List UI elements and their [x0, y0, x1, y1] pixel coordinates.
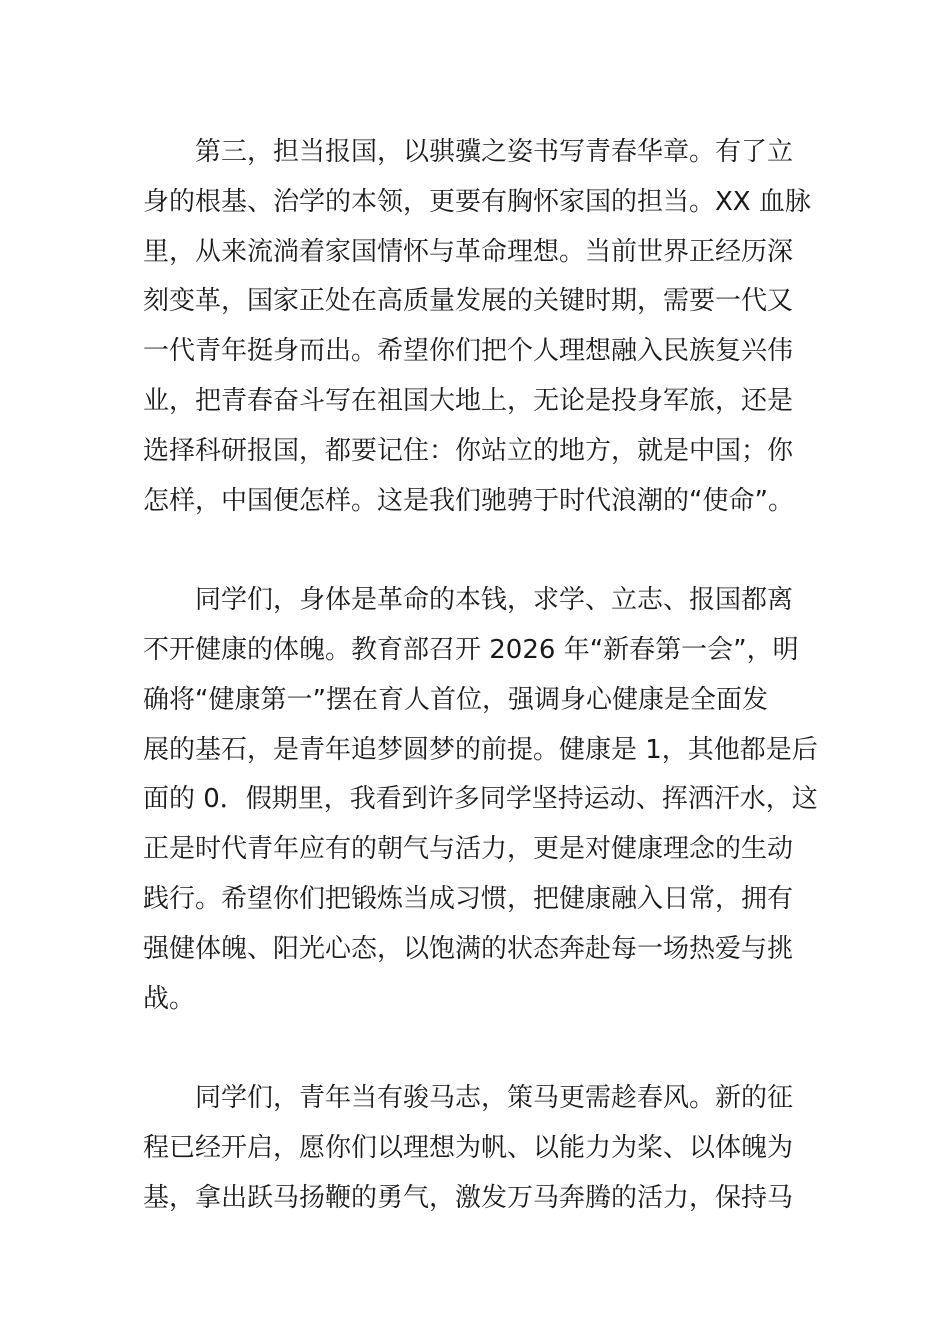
paragraph-line: 一代青年挺身而出。希望你们把个人理想融入民族复兴伟 [143, 336, 794, 367]
paragraph-line: 怎样，中国便怎样。这是我们驰骋于时代浪潮的“使命”。 [143, 485, 794, 516]
paragraph-line: 身的根基、治学的本领，更要有胸怀家国的担当。XX 血脉 [143, 186, 811, 217]
paragraph-line: 正是时代青年应有的朝气与活力，更是对健康理念的生动 [143, 834, 794, 865]
paragraph-line: 程已经开启，愿你们以理想为帆、以能力为桨、以体魄为 [143, 1132, 794, 1163]
paragraph-line: 不开健康的体魄。教育部召开 2026 年“新春第一会”，明 [143, 634, 799, 665]
paragraph-line: 同学们，身体是革命的本钱，求学、立志、报国都离 [195, 585, 794, 616]
paragraph-line: 刻变革，国家正处在高质量发展的关键时期，需要一代又 [143, 286, 794, 317]
paragraph-line: 战。 [143, 983, 196, 1014]
paragraph-line: 面的 0．假期里，我看到许多同学坚持运动、挥洒汗水，这 [143, 784, 818, 815]
paragraph-line: 第三，担当报国，以骐骥之姿书写青春华章。有了立 [195, 137, 794, 167]
paragraph-line: 基，拿出跃马扬鞭的勇气，激发万马奔腾的活力，保持马 [143, 1182, 794, 1213]
paragraph-line: 强健体魄、阳光心态，以饱满的状态奔赴每一场热爱与挑 [143, 933, 794, 964]
paragraph-line: 践行。希望你们把锻炼当成习惯，把健康融入日常，拥有 [143, 883, 794, 914]
paragraph-line: 里，从来流淌着家国情怀与革命理想。当前世界正经历深 [143, 236, 794, 267]
paragraph-spacer [143, 526, 809, 576]
paragraph-line: 同学们，青年当有骏马志，策马更需趁春风。新的征 [195, 1083, 794, 1114]
paragraph-line: 业，把青春奋斗写在祖国大地上，无论是投身军旅，还是 [143, 385, 794, 416]
document-body [143, 128, 818, 1224]
paragraph-health [143, 576, 818, 1024]
paragraph-spacer [143, 1024, 809, 1074]
paragraph-closing [143, 1074, 809, 1223]
paragraph-duty-to-country [143, 128, 809, 526]
paragraph-line: 展的基石，是青年追梦圆梦的前提。健康是 1，其他都是后 [143, 734, 818, 765]
paragraph-line: 确将“健康第一”摆在育人首位，强调身心健康是全面发 [143, 684, 768, 715]
paragraph-line: 选择科研报国，都要记住：你站立的地方，就是中国；你 [143, 435, 794, 466]
